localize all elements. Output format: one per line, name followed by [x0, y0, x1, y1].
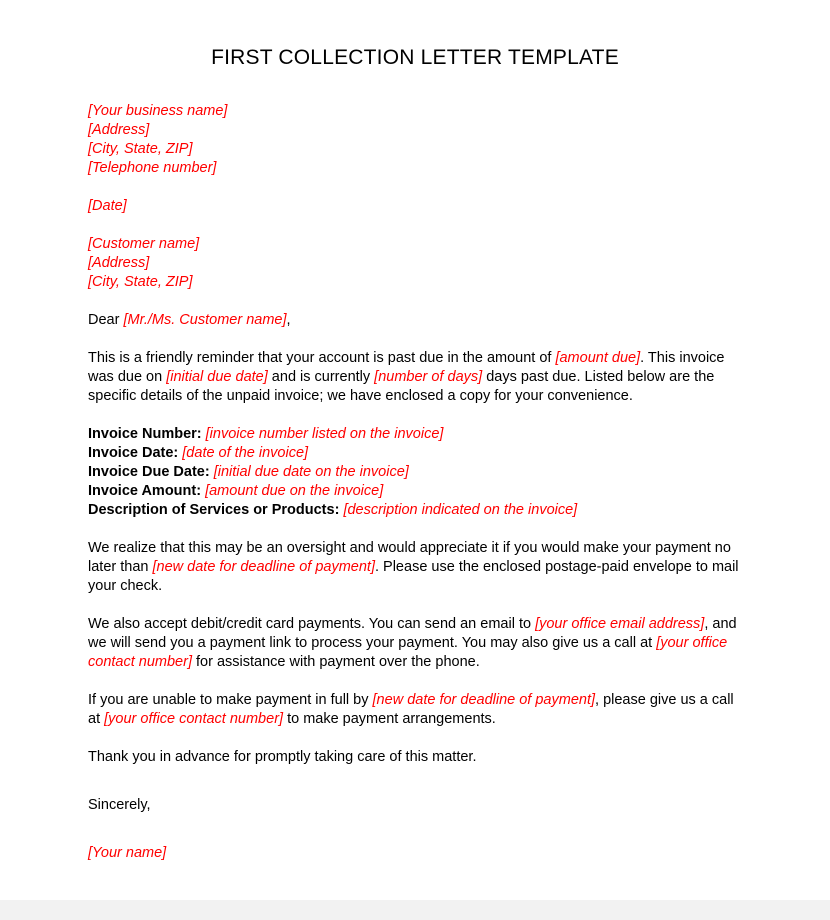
p1-part3: and is currently: [267, 369, 375, 385]
detail-label-invoice-due-date: Invoice Due Date:: [88, 464, 210, 480]
p1-part1: This is a friendly reminder that your account is past due in the amount of: [88, 350, 556, 366]
detail-value-invoice-amount: [amount due on the invoice]: [205, 483, 384, 499]
p1-amount-due: [amount due]: [555, 350, 641, 366]
sender-business-name: [Your business name]: [88, 103, 228, 119]
page-title: FIRST COLLECTION LETTER TEMPLATE: [211, 46, 619, 69]
detail-invoice-due-date: [88, 463, 742, 482]
p4-office-contact: [your office contact number]: [104, 711, 284, 727]
p1-number-of-days: [number of days]: [374, 369, 483, 385]
p1-initial-due-date: [initial due date]: [166, 369, 268, 385]
salutation: [88, 311, 742, 330]
letter-body: [0, 102, 830, 863]
p4-part1: If you are unable to make payment in full by: [88, 692, 373, 708]
p1-part2: . This invoice was due on: [88, 350, 725, 385]
paragraph-thank-you: Thank you in advance for promptly taking care of this matter.: [88, 749, 477, 765]
p1-part4: days past due. Listed below are the specific details of the unpaid invoice; we have enclosed a copy for your convenience.: [88, 369, 715, 404]
detail-label-invoice-number: Invoice Number:: [88, 426, 202, 442]
date-block: [88, 197, 742, 216]
recipient-city-state-zip: [City, State, ZIP]: [88, 274, 193, 290]
p4-part2: , please give us a call at: [88, 692, 734, 727]
sender-city-state-zip: [City, State, ZIP]: [88, 141, 193, 157]
detail-invoice-date: [88, 444, 742, 463]
paragraph-card-payments: [88, 615, 742, 672]
sender-address: [Address]: [88, 122, 150, 138]
sender-telephone: [Telephone number]: [88, 160, 217, 176]
p3-office-email: [your office email address]: [535, 616, 705, 632]
letter-date: [Date]: [88, 198, 127, 214]
p4-new-deadline: [new date for deadline of payment]: [372, 692, 596, 708]
paragraph-oversight: [88, 539, 742, 596]
recipient-customer-name: [Customer name]: [88, 236, 200, 252]
p3-part1: We also accept debit/credit card payments. You can send an email to: [88, 616, 536, 632]
recipient-address: [Address]: [88, 255, 150, 271]
detail-value-invoice-due-date: [initial due date on the invoice]: [213, 464, 409, 480]
p3-office-contact: [your office contact number]: [88, 635, 728, 670]
p4-part3: to make payment arrangements.: [283, 711, 496, 727]
salutation-placeholder: [Mr./Ms. Customer name]: [123, 312, 287, 328]
detail-description: [88, 501, 742, 520]
page-bottom-strip: [0, 900, 830, 920]
salutation-suffix: ,: [286, 312, 291, 328]
p3-part2: , and we will send you a payment link to process your payment. You may also give us a call at: [88, 616, 737, 651]
sender-address-block: [88, 102, 742, 178]
p2-part1: We realize that this may be an oversight and would appreciate it if you would make your payment no later than: [88, 540, 731, 575]
paragraph-past-due: [88, 349, 742, 406]
invoice-details-block: [88, 425, 742, 520]
detail-invoice-amount: [88, 482, 742, 501]
detail-label-invoice-date: Invoice Date:: [88, 445, 179, 461]
detail-value-description: [description indicated on the invoice]: [343, 502, 578, 518]
detail-value-invoice-number: [invoice number listed on the invoice]: [205, 426, 444, 442]
paragraph-arrangements: [88, 691, 742, 729]
closing: Sincerely,: [88, 797, 151, 813]
p2-new-deadline: [new date for deadline of payment]: [152, 559, 375, 575]
detail-value-invoice-date: [date of the invoice]: [182, 445, 309, 461]
detail-label-description: Description of Services or Products:: [88, 502, 340, 518]
detail-label-invoice-amount: Invoice Amount:: [88, 483, 202, 499]
detail-invoice-number: [88, 425, 742, 444]
salutation-prefix: Dear: [88, 312, 124, 328]
recipient-address-block: [88, 235, 742, 292]
p3-part3: for assistance with payment over the phone.: [191, 654, 480, 670]
signature-name: [Your name]: [88, 845, 167, 861]
p2-part2: . Please use the enclosed postage-paid envelope to mail your check.: [88, 559, 739, 594]
